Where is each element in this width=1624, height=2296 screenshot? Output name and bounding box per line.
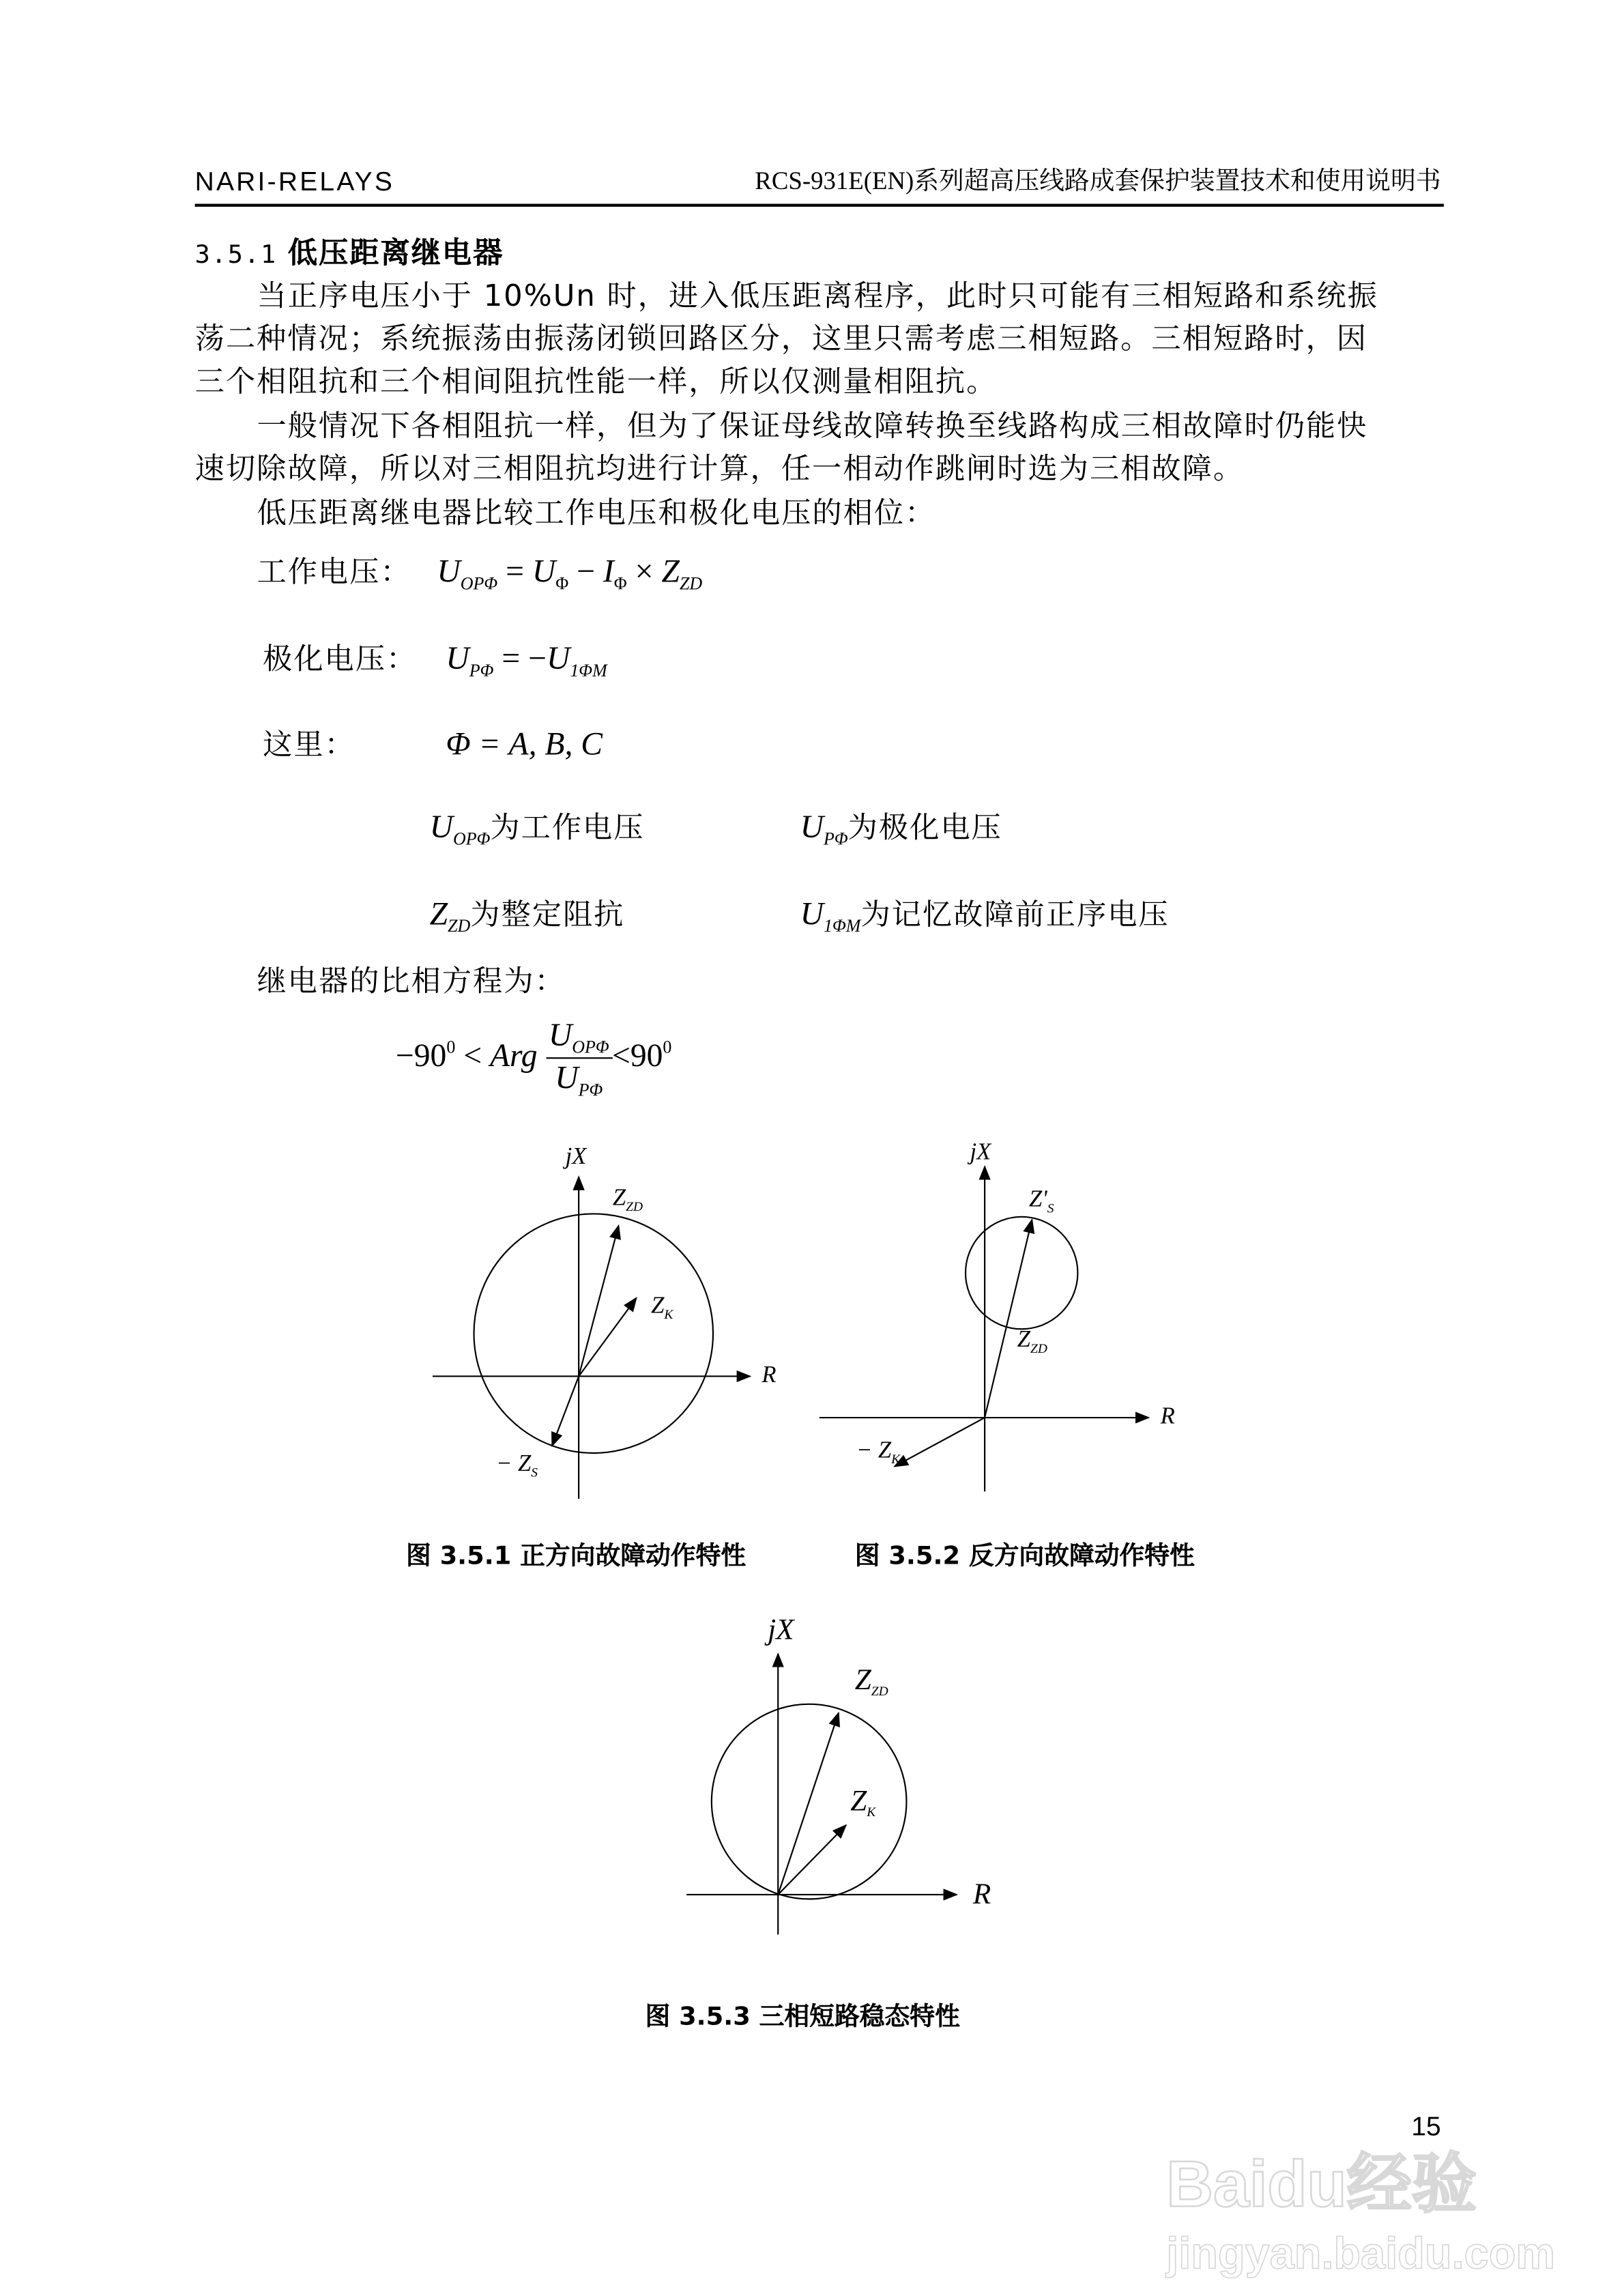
- zk-label: $Z_K$: [651, 1293, 673, 1322]
- neg-zk-label: − $Z_K$: [856, 1438, 901, 1467]
- paragraph-line: 荡二种情况；系统振荡由振荡闭锁回路区分，这里只需考虑三相短路。三相短路时，因: [194, 320, 1367, 356]
- jx-axis-label: jX: [970, 1140, 991, 1166]
- zzd-label: $Z_{ZD}$: [612, 1186, 643, 1214]
- figure-1-caption: 图 3.5.1 正方向故障动作特性: [405, 1541, 746, 1572]
- page-number: 15: [1411, 2111, 1441, 2142]
- figure-2-caption: 图 3.5.2 反方向故障动作特性: [854, 1541, 1195, 1572]
- paragraph-line: 速切除故障，所以对三相阻抗均进行计算，任一相动作跳闸时选为三相故障。: [194, 450, 1245, 486]
- jx-axis-label: jX: [565, 1144, 587, 1170]
- baidu-watermark-logo: Baidu经验: [1166, 2149, 1477, 2222]
- paragraph-line: 当正序电压小于 10%Un 时，进入低压距离程序，此时只可能有三相短路和系统振: [257, 277, 1378, 313]
- figure-3-caption: 图 3.5.3 三相短路稳态特性: [645, 2002, 960, 2033]
- working-voltage-formula: $U_{OP\Phi} = U_\Phi - I_\Phi \times Z_{ZD}$: [437, 552, 703, 594]
- polar-voltage-label: 极化电压：: [263, 641, 418, 676]
- zzd-label: $Z_{ZD}$: [854, 1664, 888, 1699]
- zzd-vector: [579, 1226, 618, 1377]
- zzd-vector: [778, 1713, 839, 1895]
- definition-item: $Z_{ZD}$为整定阻抗: [429, 895, 625, 936]
- neg-zs-label: − $Z_S$: [495, 1451, 538, 1480]
- zs-prime-label: $Z'_S$: [1029, 1187, 1054, 1216]
- section-title: 低压距离继电器: [287, 235, 504, 270]
- zs-prime-vector: [985, 1220, 1032, 1418]
- working-voltage-label: 工作电压：: [257, 554, 411, 590]
- baidu-watermark-url: jingyan.baidu.com: [1166, 2230, 1556, 2279]
- header-brand: NARI-RELAYS: [194, 167, 395, 197]
- neg-zk-vector: [895, 1418, 985, 1466]
- polar-voltage-formula: $U_{P\Phi} = -U_{1\Phi M}$: [446, 639, 607, 681]
- equation-intro: 继电器的比相方程为：: [257, 962, 566, 999]
- operating-circle: [474, 1214, 714, 1453]
- paragraph-line: 三个相阻抗和三个相间阻抗性能一样，所以仅测量相阻抗。: [194, 363, 998, 399]
- paragraph-line: 低压距离继电器比较工作电压和极化电压的相位：: [257, 494, 936, 530]
- zk-label: $Z_K$: [850, 1785, 876, 1820]
- definition-item: $U_{OP\Phi}$为工作电压: [429, 807, 645, 850]
- figure-3-diagram: [686, 1654, 957, 1934]
- definition-item: $U_{1\Phi M}$为记忆故障前正序电压: [800, 895, 1170, 936]
- phase-comparison-inequality: $-90^0$ < Arg $\frac{U_{OP\Phi}}{U_{P\Phi}}$ $<90^0$: [395, 1016, 672, 1100]
- paragraph-line: 一般情况下各相阻抗一样，但为了保证母线故障转换至线路构成三相故障时仍能快: [257, 407, 1368, 444]
- section-number: 3.5.1: [194, 240, 278, 270]
- r-axis-label: R: [1160, 1404, 1175, 1430]
- zk-vector: [579, 1298, 636, 1377]
- r-axis-label: R: [972, 1878, 991, 1911]
- zk-vector: [778, 1825, 846, 1895]
- where-label: 这里：: [263, 726, 356, 762]
- neg-zs-vector: [552, 1376, 579, 1446]
- r-axis-label: R: [762, 1363, 777, 1388]
- header-doc-title: RCS-931E(EN)系列超高压线路成套保护装置技术和使用说明书: [755, 167, 1441, 195]
- figure-1-diagram: [433, 1177, 750, 1499]
- jx-axis-label: jX: [768, 1613, 794, 1647]
- zzd-label: $Z_{ZD}$: [1017, 1328, 1047, 1356]
- phase-set-formula: Φ = A, B, C: [446, 725, 603, 762]
- operating-circle: [966, 1217, 1077, 1329]
- definition-item: $U_{P\Phi}$为极化电压: [800, 807, 1002, 850]
